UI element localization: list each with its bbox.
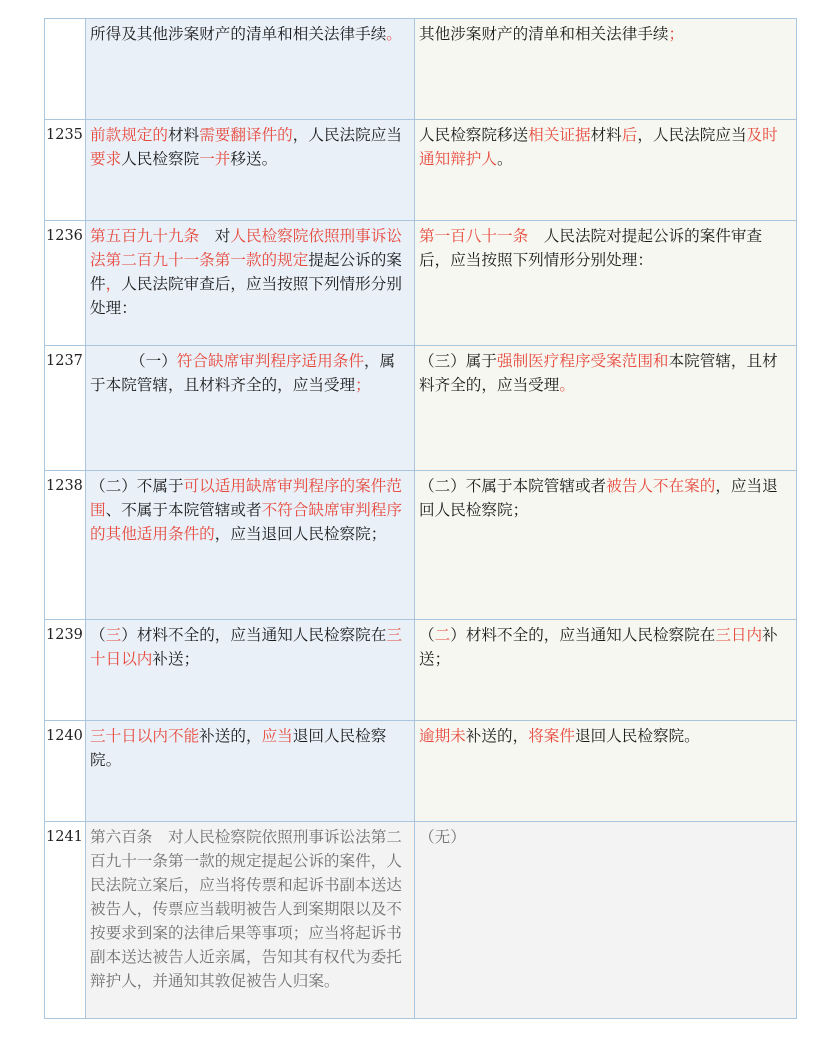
cell-text: 、不属于本院管辖或者	[105, 501, 262, 519]
new-text-cell	[415, 620, 797, 721]
highlighted-text: ，	[105, 275, 122, 293]
cell-text: 补送；	[419, 626, 778, 668]
highlighted-text: 逾期未	[419, 727, 466, 745]
cell-text: （	[419, 626, 435, 644]
table-row	[45, 120, 797, 221]
highlighted-text: 将案件	[528, 727, 575, 745]
highlighted-text: 要求	[90, 150, 122, 168]
table-row	[45, 471, 797, 620]
cell-text: 。	[496, 150, 513, 168]
new-text-cell	[415, 721, 797, 822]
cell-text: 第六百条 对人民检察院依照刑事诉讼法第二百九十一条第一款的规定提起公诉的案件，人民法院立案后，应当将传票和起诉书副本送达被告人，传票应当载明被告人到案期限以及不按要求到案的法律后果等事项；应当将起诉书副本送达被告人近亲属，告知其有权代为委托辩护人，并通知其敦促被告人归案。	[90, 828, 402, 990]
new-text-cell	[415, 221, 797, 346]
highlighted-text: 强制医疗程序受案范围和	[496, 352, 669, 370]
table-row	[45, 221, 797, 346]
cell-text: 对	[199, 227, 231, 245]
cell-text: ）材料不全的，应当通知人民检察院在	[121, 626, 387, 644]
highlighted-text: 及时通知辩护人	[419, 126, 778, 168]
cell-text: 补送的，	[199, 727, 262, 745]
cell-text: 移送。	[230, 150, 278, 168]
highlighted-text: 一并	[199, 150, 231, 168]
new-text-cell	[415, 19, 797, 120]
row-number: 1240	[45, 721, 86, 822]
cell-text: 本院管辖，且材料齐全的，应当受理	[419, 352, 778, 394]
table-row	[45, 620, 797, 721]
cell-text: ）材料不全的，应当通知人民检察院在	[450, 626, 716, 644]
old-text-cell	[86, 620, 415, 721]
cell-text: 退回人民检察院。	[574, 727, 700, 745]
cell-text: ，属于本院管辖，且材料齐全的，应当受理	[90, 352, 396, 394]
highlighted-text: 。	[559, 376, 575, 394]
cell-text: 所得及其他涉案财产的清单和相关法律手续	[90, 25, 387, 43]
cell-text: （二）不属于	[90, 477, 184, 495]
highlighted-text: 三日内	[715, 626, 763, 644]
cell-text: 退回人民检察院。	[90, 727, 387, 769]
old-text-cell	[86, 346, 415, 471]
highlighted-text: 第五百九十九条	[90, 227, 200, 245]
table-row	[45, 721, 797, 822]
cell-text: 人民检察院移送	[419, 126, 529, 144]
highlighted-text: ；	[355, 376, 371, 394]
highlighted-text: 需要翻译件的	[199, 126, 293, 144]
highlighted-text: 人民检察院依照刑事诉讼法第二百九十一条第一款的规定	[90, 227, 402, 269]
highlighted-text: 可以适用缺席审判程序的案件范围	[90, 477, 402, 519]
highlighted-text: 不符合缺席审判程序的其他适用条件的	[90, 501, 402, 543]
new-text-cell	[415, 822, 797, 1019]
highlighted-text: ；	[668, 25, 685, 43]
cell-text: 提起公诉的案件	[90, 251, 402, 293]
highlighted-text: 应当	[261, 727, 293, 745]
new-text-cell	[415, 471, 797, 620]
cell-text: 其他涉案财产的清单和相关法律手续	[419, 25, 669, 43]
cell-text: 人民检察院	[121, 150, 200, 168]
highlighted-text: 符合缺席审判程序适用条件	[176, 352, 364, 370]
cell-text: 补送；	[152, 650, 200, 668]
comparison-table	[44, 18, 797, 1019]
old-text-cell	[86, 471, 415, 620]
cell-text: （三）属于	[419, 352, 497, 370]
cell-text: 人民法院审查后，应当按照下列情形分别处理：	[90, 275, 402, 317]
cell-text: （一）	[130, 352, 177, 370]
highlighted-text: 后	[621, 126, 638, 144]
highlighted-text: 被告人不在案的	[606, 477, 716, 495]
new-text-cell	[415, 346, 797, 471]
highlighted-text: 。	[386, 25, 402, 43]
cell-text: ，应当退回人民检察院；	[214, 525, 387, 543]
table-row	[45, 346, 797, 471]
row-number	[45, 19, 86, 120]
highlighted-text: 二	[434, 626, 451, 644]
row-number: 1239	[45, 620, 86, 721]
row-number: 1236	[45, 221, 86, 346]
row-number: 1237	[45, 346, 86, 471]
cell-text: 人民法院对提起公诉的案件审查后，应当按照下列情形分别处理：	[419, 227, 763, 269]
cell-text: 补送的，	[465, 727, 529, 745]
cell-text: 材料	[167, 126, 200, 144]
highlighted-text: 三十日以内	[90, 626, 402, 668]
new-text-cell	[415, 120, 797, 221]
cell-text: 材料	[590, 126, 622, 144]
cell-text: ，人民法院应当	[637, 126, 747, 144]
cell-text: ，应当退回人民检察院；	[419, 477, 778, 519]
cell-text: ，人民法院应当	[292, 126, 402, 144]
row-number: 1235	[45, 120, 86, 221]
old-text-cell	[86, 721, 415, 822]
highlighted-text: 相关证据	[528, 126, 591, 144]
cell-text: （无）	[419, 828, 466, 846]
old-text-cell	[86, 120, 415, 221]
table-row	[45, 19, 797, 120]
row-number: 1238	[45, 471, 86, 620]
highlighted-text: 三	[105, 626, 122, 644]
row-number: 1241	[45, 822, 86, 1019]
old-text-cell	[86, 19, 415, 120]
highlighted-text: 前款规定的	[90, 126, 168, 144]
cell-text: （	[90, 626, 106, 644]
highlighted-text: 三十日以内不能	[90, 727, 200, 745]
old-text-cell	[86, 221, 415, 346]
table-row	[45, 822, 797, 1019]
old-text-cell	[86, 822, 415, 1019]
highlighted-text: 第一百八十一条	[419, 227, 529, 245]
cell-text: （二）不属于本院管辖或者	[419, 477, 607, 495]
